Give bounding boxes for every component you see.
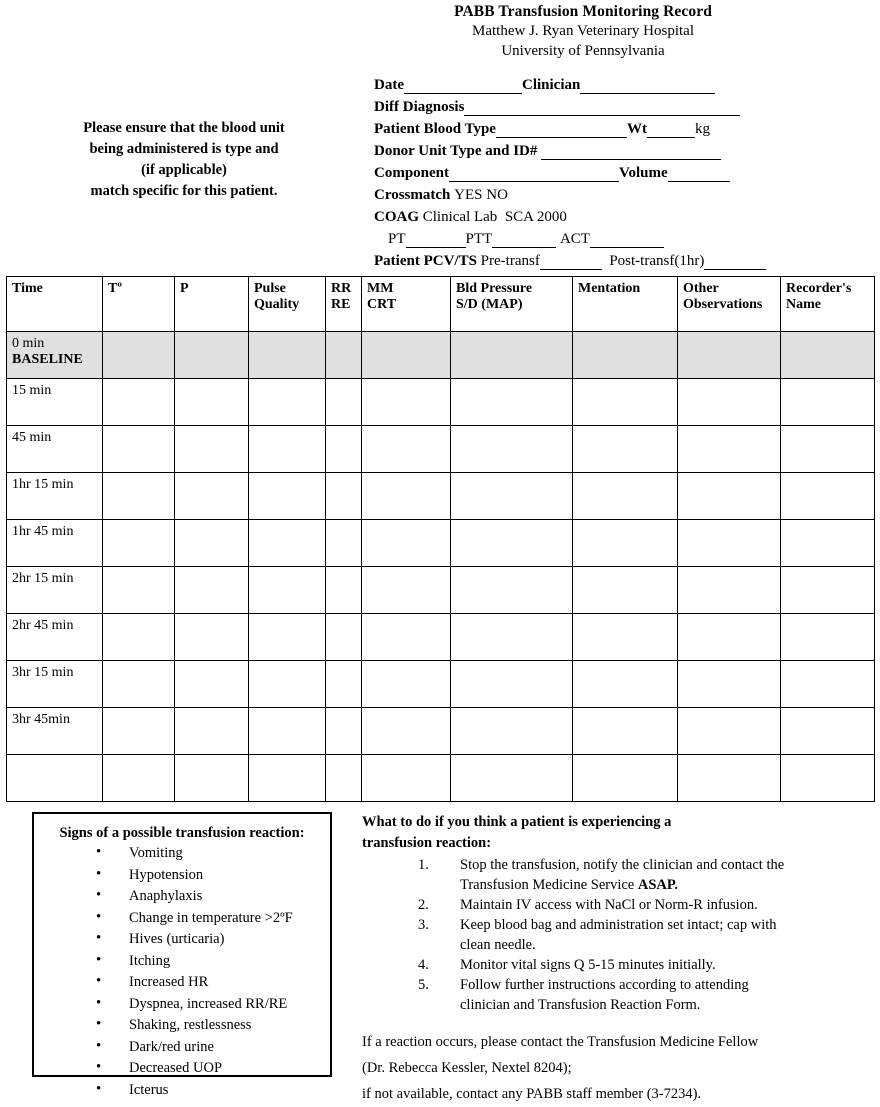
form-row-pcv-ts bbox=[374, 250, 874, 272]
table-cell-entry[interactable] bbox=[103, 426, 175, 473]
list-item: • Itching bbox=[96, 951, 330, 973]
header-line: Tº bbox=[108, 281, 122, 296]
pt-input-rule[interactable] bbox=[406, 233, 466, 248]
step-emphasis-asap: ASAP. bbox=[637, 877, 679, 893]
table-cell-entry[interactable] bbox=[451, 426, 573, 473]
university-name: University of Pennsylvania bbox=[501, 43, 665, 59]
table-cell-entry[interactable] bbox=[781, 567, 875, 614]
table-cell-entry[interactable] bbox=[678, 708, 781, 755]
wt-label: Wt bbox=[626, 121, 647, 137]
column-header-mentation bbox=[573, 277, 678, 332]
table-cell-entry[interactable] bbox=[362, 614, 451, 661]
table-cell-entry[interactable] bbox=[451, 379, 573, 426]
table-header-row bbox=[7, 277, 875, 332]
table-cell-entry[interactable] bbox=[175, 379, 249, 426]
list-item: • Hives (urticaria) bbox=[96, 929, 330, 951]
table-cell-entry[interactable] bbox=[326, 426, 362, 473]
list-item: • Dark/red urine bbox=[96, 1037, 330, 1059]
table-cell-entry[interactable] bbox=[781, 708, 875, 755]
header-line: CRT bbox=[367, 297, 397, 312]
table-row bbox=[7, 567, 875, 614]
contact-line-2: (Dr. Rebecca Kessler, Nextel 8204); bbox=[362, 1060, 572, 1076]
table-cell-entry[interactable] bbox=[573, 473, 678, 520]
column-header-recorder-name bbox=[781, 277, 875, 332]
table-cell-entry[interactable] bbox=[573, 614, 678, 661]
instruction-steps-list bbox=[362, 855, 802, 1015]
table-cell-entry[interactable] bbox=[451, 520, 573, 567]
header-line: RE bbox=[331, 297, 351, 312]
table-cell-time bbox=[7, 426, 103, 473]
table-cell-entry[interactable] bbox=[678, 755, 781, 802]
patient-blood-type-label: Patient Blood Type bbox=[374, 121, 496, 137]
header-line: Time bbox=[12, 281, 43, 296]
date-input-rule[interactable] bbox=[404, 79, 522, 94]
table-cell-entry[interactable] bbox=[175, 614, 249, 661]
notice-line-4: match specific for this patient. bbox=[90, 183, 278, 199]
table-cell-entry[interactable] bbox=[249, 661, 326, 708]
list-item: Monitor vital signs Q 5-15 minutes initially. bbox=[460, 957, 716, 973]
ptt-label: PTT bbox=[465, 231, 493, 247]
post-transf-input-rule[interactable] bbox=[704, 255, 766, 270]
table-row bbox=[7, 708, 875, 755]
table-cell-entry[interactable] bbox=[249, 426, 326, 473]
table-cell-entry[interactable] bbox=[103, 661, 175, 708]
form-row-date bbox=[374, 74, 874, 96]
table-cell-entry[interactable] bbox=[249, 708, 326, 755]
notice-line-2: being administered is type and bbox=[89, 141, 279, 157]
notice-line-3: (if applicable) bbox=[141, 162, 227, 178]
table-cell-entry[interactable] bbox=[326, 520, 362, 567]
table-cell-entry[interactable] bbox=[103, 473, 175, 520]
table-cell-entry[interactable] bbox=[175, 473, 249, 520]
table-cell-entry[interactable] bbox=[573, 708, 678, 755]
table-body bbox=[7, 332, 875, 802]
transfusion-reaction-signs-box bbox=[32, 812, 332, 1098]
page-title: PABB Transfusion Monitoring Record bbox=[454, 3, 712, 20]
table-cell-time bbox=[7, 614, 103, 661]
time-label: 1hr 15 min bbox=[12, 477, 74, 492]
document-header bbox=[368, 2, 798, 61]
header-line: S/D (MAP) bbox=[456, 297, 523, 312]
table-cell-entry[interactable] bbox=[781, 473, 875, 520]
form-row-coag bbox=[374, 206, 874, 228]
table-cell-entry[interactable] bbox=[573, 755, 678, 802]
header-line: P bbox=[180, 281, 189, 296]
step-text-cont: the Transfusion Medicine Service bbox=[460, 857, 785, 893]
list-item: • Icterus bbox=[96, 1080, 330, 1102]
table-cell-entry[interactable] bbox=[362, 661, 451, 708]
header-line: RR bbox=[331, 281, 352, 296]
table-cell-entry[interactable] bbox=[678, 332, 781, 379]
table-cell-entry[interactable] bbox=[175, 567, 249, 614]
table-cell-time bbox=[7, 379, 103, 426]
component-input-rule[interactable] bbox=[449, 167, 619, 182]
form-row-component bbox=[374, 162, 874, 184]
table-cell-entry[interactable] bbox=[175, 708, 249, 755]
table-cell-entry[interactable] bbox=[103, 332, 175, 379]
table-cell-entry[interactable] bbox=[678, 473, 781, 520]
table-cell-entry[interactable] bbox=[249, 614, 326, 661]
table-cell-entry[interactable] bbox=[781, 661, 875, 708]
table-cell-time bbox=[7, 755, 103, 802]
header-line: Other bbox=[683, 281, 719, 296]
table-cell-entry[interactable] bbox=[175, 332, 249, 379]
column-header-pulse bbox=[175, 277, 249, 332]
table-cell-entry[interactable] bbox=[781, 520, 875, 567]
header-line: Bld Pressure bbox=[456, 281, 533, 296]
table-cell-entry[interactable] bbox=[781, 332, 875, 379]
list-item: Maintain IV access with NaCl or Norm-R infusion. bbox=[460, 897, 758, 913]
table-cell-entry[interactable] bbox=[249, 473, 326, 520]
act-input-rule[interactable] bbox=[590, 233, 664, 248]
table-cell-entry[interactable] bbox=[362, 520, 451, 567]
table-cell-entry[interactable] bbox=[249, 567, 326, 614]
table-cell-entry[interactable] bbox=[175, 661, 249, 708]
list-item: • Change in temperature >2ºF bbox=[96, 908, 330, 930]
crossmatch-label: Crossmatch bbox=[374, 187, 451, 203]
table-cell-entry[interactable] bbox=[573, 379, 678, 426]
table-cell-entry[interactable] bbox=[678, 567, 781, 614]
table-cell-entry[interactable] bbox=[678, 614, 781, 661]
header-line: MM bbox=[367, 281, 394, 296]
table-cell-entry[interactable] bbox=[103, 755, 175, 802]
notice-line-1: Please ensure that the blood unit bbox=[83, 120, 285, 136]
header-line: Quality bbox=[254, 297, 300, 312]
table-cell-entry[interactable] bbox=[573, 661, 678, 708]
column-header-other-observations bbox=[678, 277, 781, 332]
table-cell-time bbox=[7, 567, 103, 614]
donor-unit-input-rule[interactable] bbox=[541, 145, 721, 160]
form-row-diff-diagnosis bbox=[374, 96, 874, 118]
form-row-donor-unit bbox=[374, 140, 874, 162]
table-cell-entry[interactable] bbox=[678, 520, 781, 567]
list-item: • Dyspnea, increased RR/RE bbox=[96, 994, 330, 1016]
table-cell-entry[interactable] bbox=[678, 426, 781, 473]
table-cell-entry[interactable] bbox=[103, 708, 175, 755]
time-label: 45 min bbox=[12, 430, 52, 445]
table-cell-entry[interactable] bbox=[573, 520, 678, 567]
table-cell-entry[interactable] bbox=[249, 755, 326, 802]
column-header-rr-re bbox=[326, 277, 362, 332]
table-cell-entry[interactable] bbox=[451, 614, 573, 661]
form-row-coag-values bbox=[374, 228, 874, 250]
component-label: Component bbox=[374, 165, 450, 181]
table-cell-entry[interactable] bbox=[326, 755, 362, 802]
header-line: Pulse bbox=[254, 281, 286, 296]
table-cell-entry[interactable] bbox=[175, 426, 249, 473]
list-item: • Hypotension bbox=[96, 865, 330, 887]
table-cell-entry[interactable] bbox=[573, 567, 678, 614]
table-cell-entry[interactable] bbox=[326, 379, 362, 426]
blood-unit-notice bbox=[30, 118, 338, 202]
clinician-input-rule[interactable] bbox=[580, 79, 715, 94]
contact-info-block bbox=[362, 1029, 802, 1107]
table-cell-entry[interactable] bbox=[326, 708, 362, 755]
table-cell-entry[interactable] bbox=[175, 755, 249, 802]
header-line: Mentation bbox=[578, 281, 641, 296]
time-label: 2hr 45 min bbox=[12, 618, 74, 633]
reaction-instructions bbox=[362, 812, 802, 1107]
column-header-temperature bbox=[103, 277, 175, 332]
crossmatch-no-option[interactable]: NO bbox=[486, 187, 508, 203]
table-cell-time bbox=[7, 520, 103, 567]
time-label: 3hr 45min bbox=[12, 712, 70, 727]
header-line: Name bbox=[786, 297, 821, 312]
table-cell-entry[interactable] bbox=[326, 473, 362, 520]
column-header-blood-pressure bbox=[451, 277, 573, 332]
column-header-mm-crt bbox=[362, 277, 451, 332]
table-cell-entry[interactable] bbox=[249, 332, 326, 379]
table-cell-entry[interactable] bbox=[573, 426, 678, 473]
header-line: Recorder's bbox=[786, 281, 852, 296]
transfusion-monitoring-table bbox=[6, 276, 875, 802]
pcv-ts-label: Patient PCV/TS bbox=[374, 253, 477, 269]
table-cell-entry[interactable] bbox=[362, 426, 451, 473]
signs-list bbox=[34, 843, 330, 1101]
table-cell-entry[interactable] bbox=[103, 567, 175, 614]
volume-label: Volume bbox=[619, 165, 668, 181]
list-item: • Vomiting bbox=[96, 843, 330, 865]
signs-box-title: Signs of a possible transfusion reaction: bbox=[59, 825, 305, 841]
table-row bbox=[7, 426, 875, 473]
list-item: • Decreased UOP bbox=[96, 1058, 330, 1080]
table-cell-entry[interactable] bbox=[451, 708, 573, 755]
table-row bbox=[7, 332, 875, 379]
table-cell-entry[interactable] bbox=[103, 520, 175, 567]
table-cell-entry[interactable] bbox=[362, 332, 451, 379]
time-label: 15 min bbox=[12, 383, 52, 398]
clinician-label: Clinician bbox=[522, 77, 581, 93]
diff-diagnosis-label: Diff Diagnosis bbox=[374, 99, 465, 115]
time-label-baseline: BASELINE bbox=[12, 352, 83, 367]
coag-clinical-lab-option[interactable]: Clinical Lab bbox=[422, 209, 498, 225]
table-cell-entry[interactable] bbox=[249, 520, 326, 567]
column-header-time bbox=[7, 277, 103, 332]
list-item: • Shaking, restlessness bbox=[96, 1015, 330, 1037]
table-cell-entry[interactable] bbox=[103, 614, 175, 661]
instructions-title-line-2: transfusion reaction: bbox=[362, 835, 492, 851]
kg-unit-label: kg bbox=[694, 121, 710, 137]
ptt-input-rule[interactable] bbox=[492, 233, 556, 248]
table-cell-entry[interactable] bbox=[573, 332, 678, 379]
step-text: Stop the transfusion, notify the clinician and contact bbox=[460, 857, 763, 873]
crossmatch-yes-option[interactable]: YES bbox=[454, 187, 483, 203]
hospital-name: Matthew J. Ryan Veterinary Hospital bbox=[472, 23, 694, 39]
table-cell-entry[interactable] bbox=[326, 332, 362, 379]
form-row-crossmatch bbox=[374, 184, 874, 206]
table-cell-entry[interactable] bbox=[103, 379, 175, 426]
table-cell-time bbox=[7, 332, 103, 379]
table-row bbox=[7, 473, 875, 520]
diff-diagnosis-input-rule[interactable] bbox=[464, 101, 740, 116]
time-label: 3hr 15 min bbox=[12, 665, 74, 680]
table-cell-entry[interactable] bbox=[781, 379, 875, 426]
table-cell-entry[interactable] bbox=[781, 426, 875, 473]
header-line: Observations bbox=[683, 297, 763, 312]
contact-line-1: If a reaction occurs, please contact the Transfusion Medicine Fellow bbox=[362, 1034, 759, 1050]
time-label: 1hr 45 min bbox=[12, 524, 74, 539]
table-cell-entry[interactable] bbox=[362, 567, 451, 614]
list-item: Keep blood bag and administration set intact; cap with clean needle. bbox=[460, 917, 777, 953]
table-cell-entry[interactable] bbox=[175, 520, 249, 567]
pre-transf-input-rule[interactable] bbox=[540, 255, 602, 270]
table-cell-entry[interactable] bbox=[781, 755, 875, 802]
pt-label: PT bbox=[388, 231, 406, 247]
pre-transf-label: Pre-transf bbox=[480, 253, 540, 269]
list-item: • Anaphylaxis bbox=[96, 886, 330, 908]
table-row bbox=[7, 520, 875, 567]
table-cell-time bbox=[7, 708, 103, 755]
table-cell-entry[interactable] bbox=[451, 567, 573, 614]
patient-blood-type-input-rule[interactable] bbox=[496, 123, 627, 138]
instructions-title-line-1: What to do if you think a patient is experiencing a bbox=[362, 814, 672, 830]
table-cell-entry[interactable] bbox=[249, 379, 326, 426]
table-cell-time bbox=[7, 661, 103, 708]
list-item bbox=[418, 855, 802, 895]
table-cell-entry[interactable] bbox=[362, 755, 451, 802]
table-cell-entry[interactable] bbox=[362, 379, 451, 426]
date-label: Date bbox=[374, 77, 404, 93]
table-cell-entry[interactable] bbox=[326, 661, 362, 708]
volume-input-rule[interactable] bbox=[668, 167, 730, 182]
table-cell-entry[interactable] bbox=[362, 708, 451, 755]
time-label: 0 min bbox=[12, 336, 45, 351]
table-cell-entry[interactable] bbox=[362, 473, 451, 520]
table-cell-entry[interactable] bbox=[678, 661, 781, 708]
table-row bbox=[7, 661, 875, 708]
table-cell-entry[interactable] bbox=[451, 661, 573, 708]
form-row-blood-type bbox=[374, 118, 874, 140]
list-item: • Increased HR bbox=[96, 972, 330, 994]
table-cell-entry[interactable] bbox=[451, 473, 573, 520]
table-cell-entry[interactable] bbox=[451, 755, 573, 802]
table-row bbox=[7, 614, 875, 661]
table-row bbox=[7, 379, 875, 426]
table-cell-entry[interactable] bbox=[451, 332, 573, 379]
table-cell-entry[interactable] bbox=[781, 614, 875, 661]
patient-form-fields bbox=[374, 74, 874, 272]
wt-input-rule[interactable] bbox=[647, 123, 695, 138]
act-label: ACT bbox=[559, 231, 590, 247]
column-header-pulse-quality bbox=[249, 277, 326, 332]
time-label: 2hr 15 min bbox=[12, 571, 74, 586]
table-cell-entry[interactable] bbox=[326, 614, 362, 661]
table-cell-entry[interactable] bbox=[326, 567, 362, 614]
table-cell-entry[interactable] bbox=[678, 379, 781, 426]
coag-sca2000-option[interactable]: SCA 2000 bbox=[504, 209, 567, 225]
donor-unit-label: Donor Unit Type and ID# bbox=[374, 143, 538, 159]
coag-label: COAG bbox=[374, 209, 419, 225]
table-row bbox=[7, 755, 875, 802]
list-item: Follow further instructions according to attending clinician and Transfusion Reaction Form. bbox=[460, 977, 749, 1013]
table-cell-time bbox=[7, 473, 103, 520]
contact-line-3: if not available, contact any PABB staff member (3-7234). bbox=[362, 1086, 702, 1102]
post-transf-label: Post-transf(1hr) bbox=[609, 253, 705, 269]
